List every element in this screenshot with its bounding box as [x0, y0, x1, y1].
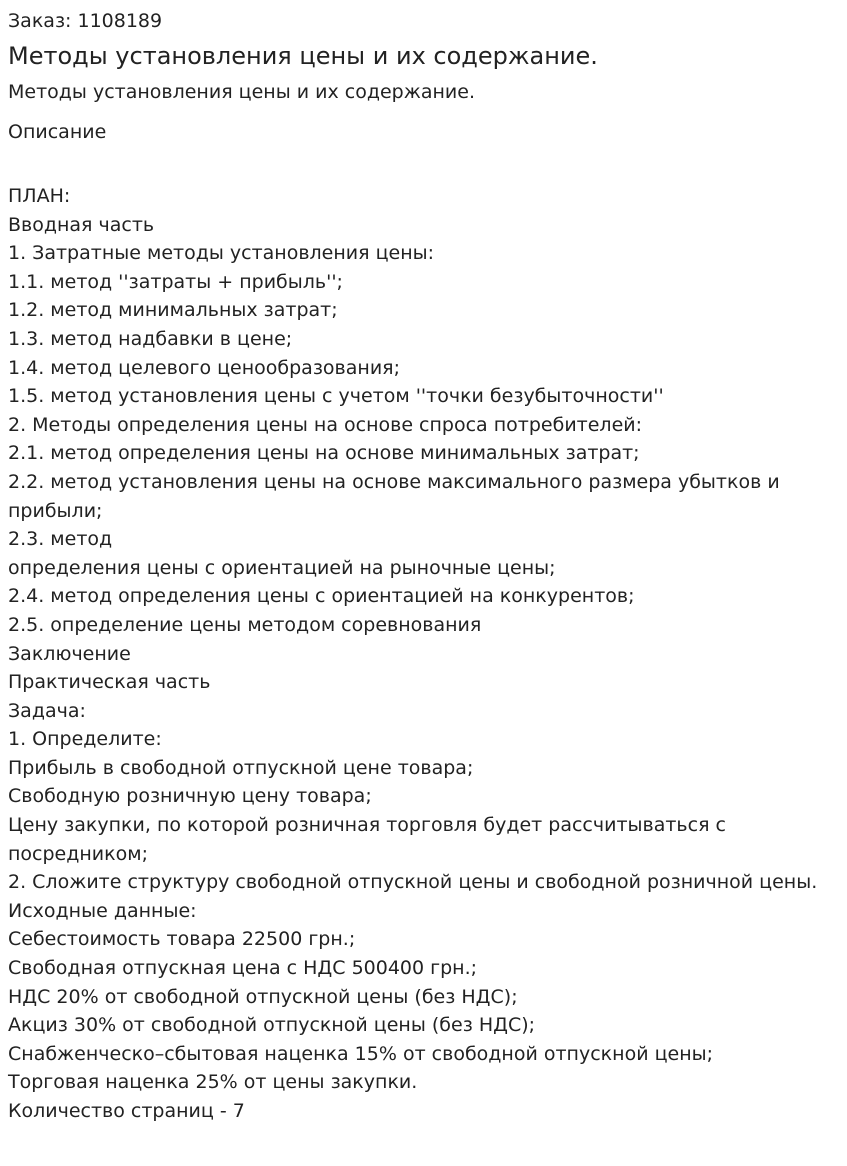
description-line: Практическая часть: [8, 671, 211, 694]
description-line: 2. Сложите структуру свободной отпускной цены и свободной розничной цены.: [8, 871, 818, 894]
description-line: 2. Методы определения цены на основе спроса потребителей:: [8, 413, 643, 436]
description-line: прибыли;: [8, 499, 103, 522]
description-line: Количество страниц - 7: [8, 1100, 245, 1122]
description-line: Себестоимость товара 22500 грн.;: [8, 928, 356, 951]
description-body: [8, 182, 839, 1126]
description-line: 2.5. определение цены методом соревнования: [8, 613, 482, 636]
description-line: Акциз 30% от свободной отпускной цены (без НДС);: [8, 1014, 536, 1037]
description-line: 2.1. метод определения цены на основе минимальных затрат;: [8, 442, 640, 465]
description-line: Свободная отпускная цена с НДС 500400 грн.;: [8, 957, 478, 980]
description-line: Цену закупки, по которой розничная торговля будет рассчитываться с: [8, 814, 726, 837]
description-line: 1.1. метод ''затраты + прибыль'';: [8, 270, 343, 293]
description-line: НДС 20% от свободной отпускной цены (без НДС);: [8, 985, 518, 1008]
description-line: 2.2. метод установления цены на основе максимального размера убытков и: [8, 470, 780, 493]
description-line: Свободную розничную цену товара;: [8, 785, 372, 808]
description-line: Задача:: [8, 699, 86, 722]
description-line: 1. Определите:: [8, 728, 162, 751]
description-line: Вводная часть: [8, 213, 155, 236]
description-heading: Описание: [8, 121, 107, 143]
description-line: посредником;: [8, 842, 148, 865]
order-number: Заказ: 1108189: [8, 10, 163, 32]
description-line: Исходные данные:: [8, 899, 197, 922]
description-line: 2.4. метод определения цены с ориентацией на конкурентов;: [8, 585, 635, 608]
description-line: Снабженческо–сбытовая наценка 15% от свободной отпускной цены;: [8, 1042, 714, 1065]
description-line: 2.3. метод: [8, 528, 113, 551]
page-title: Методы установления цены и их содержание.: [8, 42, 598, 70]
description-line: ПЛАН:: [8, 185, 71, 207]
description-line: 1.5. метод установления цены с учетом ''точки безубыточности'': [8, 385, 664, 408]
description-line: Прибыль в свободной отпускной цене товара;: [8, 756, 474, 779]
description-line: Торговая наценка 25% от цены закупки.: [8, 1071, 418, 1094]
description-line: определения цены с ориентацией на рыночные цены;: [8, 556, 556, 579]
description-line: 1.4. метод целевого ценообразования;: [8, 356, 400, 379]
description-line: 1. Затратные методы установления цены:: [8, 242, 435, 265]
page-subtitle: Методы установления цены и их содержание.: [8, 81, 475, 103]
description-line: 1.2. метод минимальных затрат;: [8, 299, 338, 322]
description-line: Заключение: [8, 642, 131, 665]
description-line: 1.3. метод надбавки в цене;: [8, 327, 293, 350]
